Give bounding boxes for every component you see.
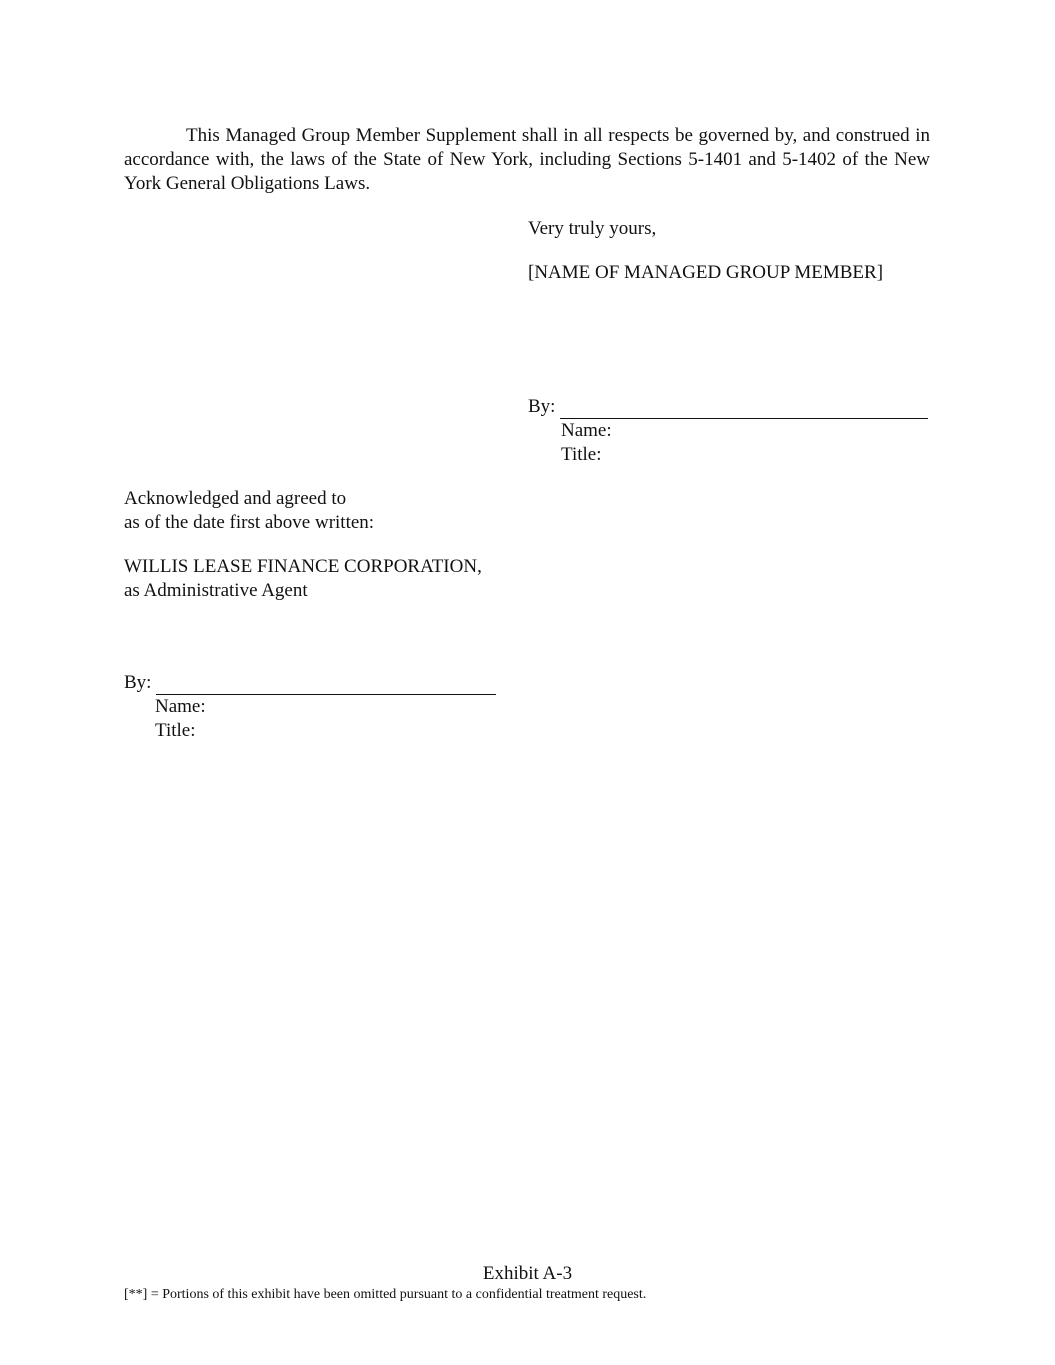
agent-title-label: Title: xyxy=(155,720,196,741)
governing-law-paragraph: This Managed Group Member Supplement shall in all respects be governed by, and construed in accordance with, the laws of the State of New York, including Sections 5-1401 and 5-1402 of the New York General Obligations Laws. xyxy=(124,125,930,194)
agent-name: WILLIS LEASE FINANCE CORPORATION, xyxy=(124,556,482,577)
confidential-treatment-note: [**] = Portions of this exhibit have been omitted pursuant to a confidential treatment request. xyxy=(124,1287,647,1302)
agent-by-label: By: xyxy=(124,672,152,693)
agent-signature-line xyxy=(124,671,496,695)
member-signature-line xyxy=(528,395,928,419)
exhibit-label: Exhibit A-3 xyxy=(482,1263,573,1284)
member-title-label: Title: xyxy=(561,444,602,465)
member-name-placeholder: [NAME OF MANAGED GROUP MEMBER] xyxy=(528,262,884,283)
agent-role: as Administrative Agent xyxy=(124,580,308,601)
agent-name-label: Name: xyxy=(155,696,206,717)
member-by-label: By: xyxy=(528,396,556,417)
acknowledgement-line-2: as of the date first above written: xyxy=(124,512,375,533)
agent-signature-rule xyxy=(156,675,496,695)
closing-salutation: Very truly yours, xyxy=(528,218,657,239)
member-signature-rule xyxy=(560,399,928,419)
member-name-label: Name: xyxy=(561,420,612,441)
acknowledgement-line-1: Acknowledged and agreed to xyxy=(124,488,347,509)
